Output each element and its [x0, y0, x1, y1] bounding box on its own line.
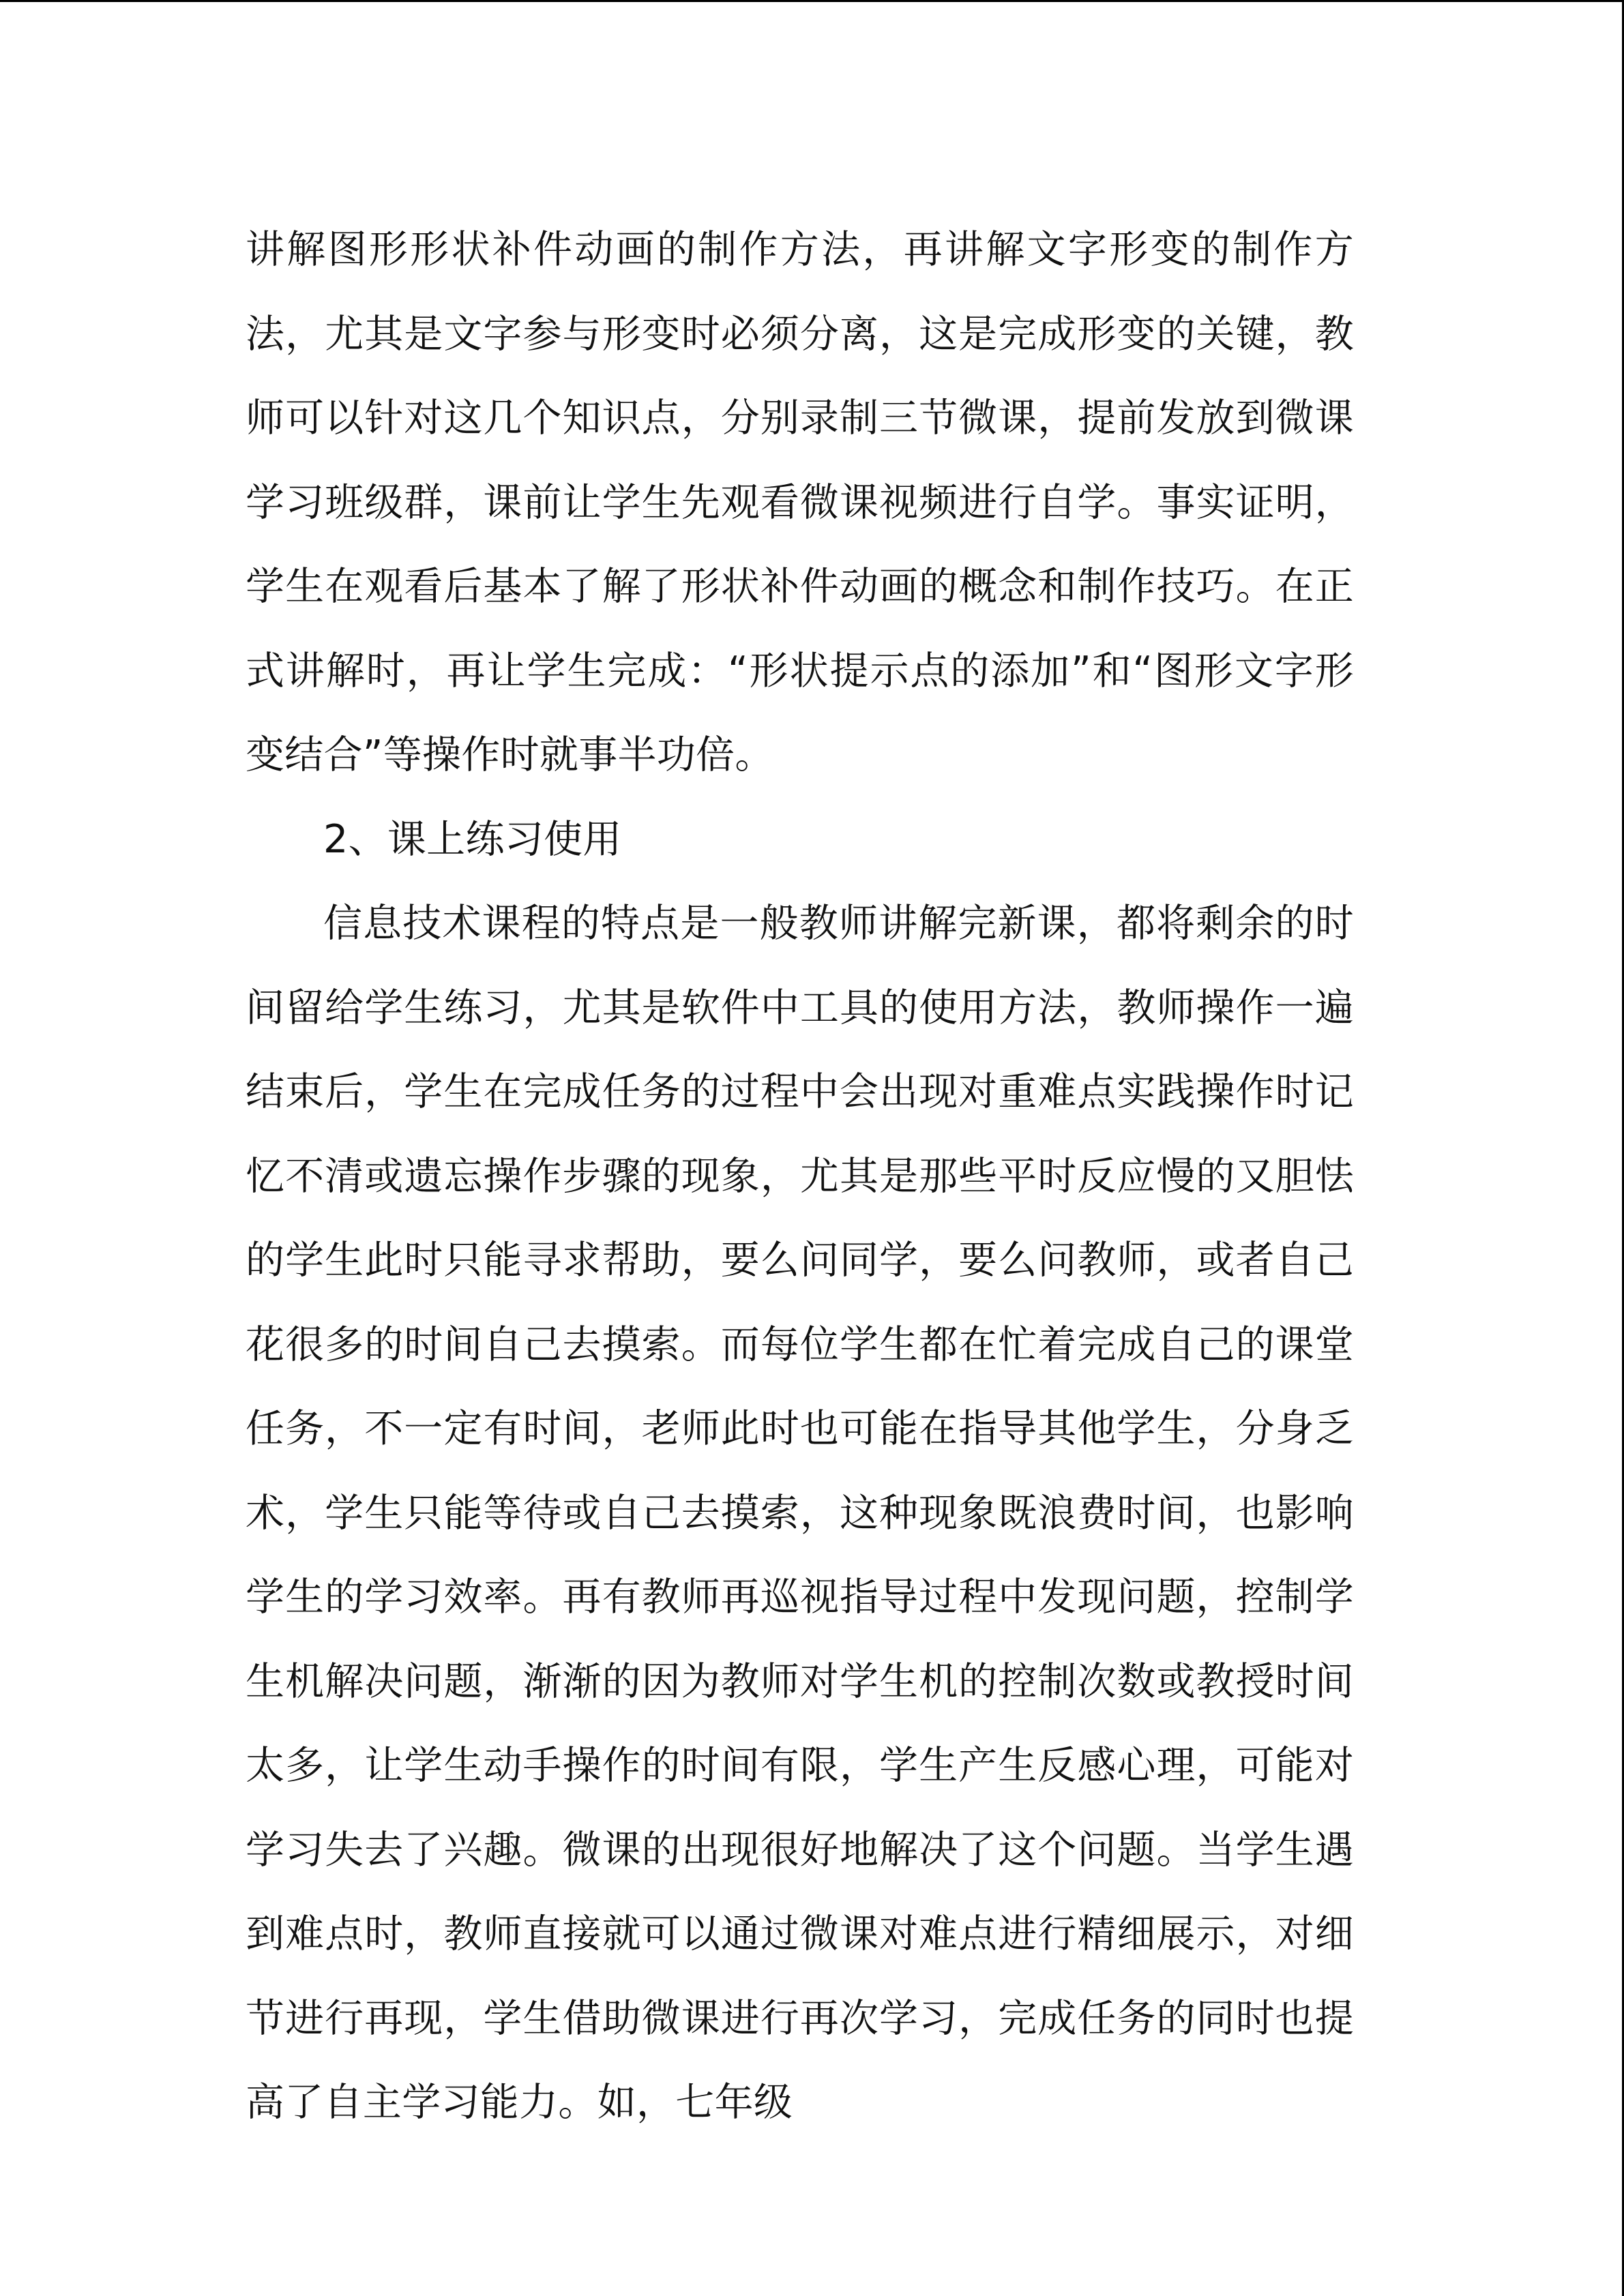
document-body [246, 208, 1354, 2145]
paragraph-continued: 讲解图形形状补件动画的制作方法，再讲解文字形变的制作方法，尤其是文字参与形变时必须分离，这是完成形变的关键，教师可以针对这几个知识点，分别录制三节微课，提前发放到微课学习班级群，课前让学生先观看微课视频进行自学。事实证明，学生在观看后基本了解了形状补件动画的概念和制作技巧。在正式讲解时，再让学生完成：“形状提示点的添加”和“图形文字形变结合”等操作时就事半功倍。 [246, 227, 1354, 777]
page-top-border [0, 0, 1624, 2]
section-heading: 2、课上练习使用 [323, 816, 622, 862]
paragraph-classroom-practice: 信息技术课程的特点是一般教师讲解完新课，都将剩余的时间留给学生练习，尤其是软件中工具的使用方法，教师操作一遍结束后，学生在完成任务的过程中会出现对重难点实践操作时记忆不清或遗忘操作步骤的现象，尤其是那些平时反应慢的又胆怯的学生此时只能寻求帮助，要么问同学，要么问教师，或者自己花很多的时间自己去摸索。而每位学生都在忙着完成自己的课堂任务，不一定有时间，老师此时也可能在指导其他学生，分身乏术，学生只能等待或自己去摸索，这种现象既浪费时间，也影响学生的学习效率。再有教师再巡视指导过程中发现问题，控制学生机解决问题，渐渐的因为教师对学生机的控制次数或教授时间太多，让学生动手操作的时间有限，学生产生反感心理，可能对学习失去了兴趣。微课的出现很好地解决了这个问题。当学生遇到难点时，教师直接就可以通过微课对难点进行精细展示，对细节进行再现，学生借助微课进行再次学习，完成任务的同时也提高了自主学习能力。如，七年级 [246, 901, 1354, 2125]
